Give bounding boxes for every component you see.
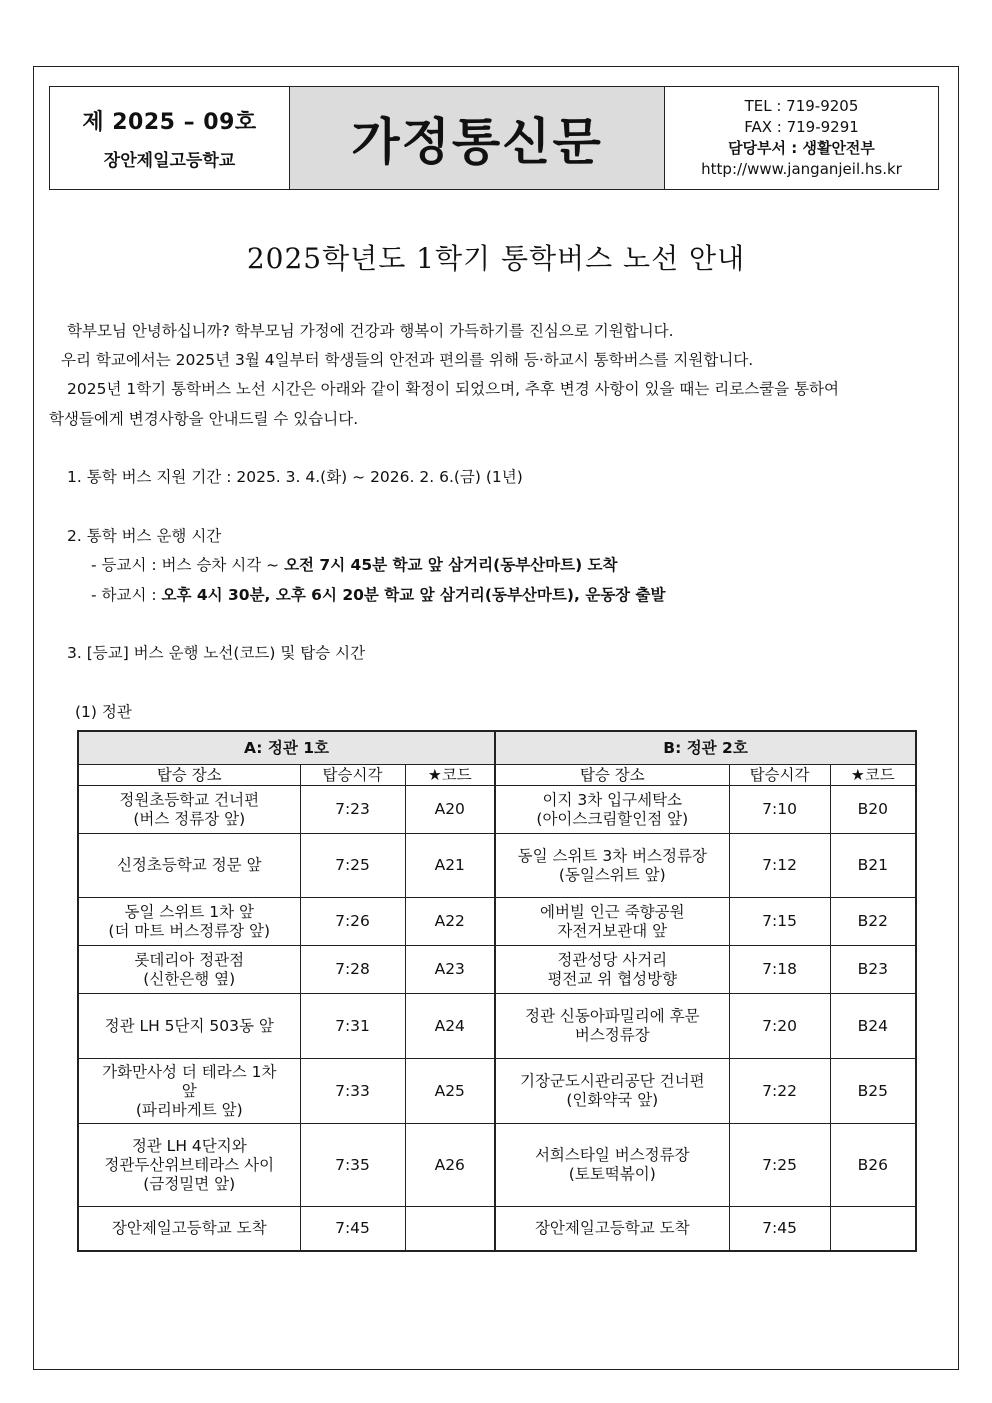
website-url: http://www.janganjeil.hs.kr xyxy=(701,160,902,178)
afternoon-prefix: - 하교시 : xyxy=(91,586,162,604)
table-row xyxy=(78,786,916,834)
a-place-cell: 정관 LH 4단지와 정관두산위브테라스 사이 (금정밀면 앞) xyxy=(78,1124,300,1207)
b-place-cell: 장안제일고등학교 도착 xyxy=(495,1207,729,1251)
masthead-issue-box xyxy=(50,87,290,189)
intro-line-2: 우리 학교에서는 2025년 3월 4일부터 학생들의 안전과 편의를 위해 등·하교시 통학버스를 지원합니다. xyxy=(61,351,754,369)
masthead-title-box xyxy=(290,87,665,189)
a-code-cell: A24 xyxy=(405,994,495,1059)
masthead-contact-box xyxy=(665,87,938,189)
tel: TEL : 719-9205 xyxy=(744,97,859,115)
a-code-cell: A21 xyxy=(405,834,495,898)
b-code-cell: B25 xyxy=(830,1059,916,1124)
a-place-cell: 정관 LH 5단지 503동 앞 xyxy=(78,994,300,1059)
section-2-morning xyxy=(91,553,618,575)
issue-number: 제 2025 – 09호 xyxy=(82,110,257,135)
b-time-cell: 7:18 xyxy=(729,946,830,994)
newsletter-title: 가정통신문 xyxy=(351,113,603,171)
b-time-cell: 7:20 xyxy=(729,994,830,1059)
b-place-cell: 동일 스위트 3차 버스정류장 (동일스위트 앞) xyxy=(495,834,729,898)
b-place-cell: 정관성당 사거리 평전교 위 협성방향 xyxy=(495,946,729,994)
a-code-cell: A26 xyxy=(405,1124,495,1207)
b-code-cell: B23 xyxy=(830,946,916,994)
intro-line-4: 학생들에게 변경사항을 안내드릴 수 있습니다. xyxy=(49,410,359,428)
b-code-cell: B24 xyxy=(830,994,916,1059)
intro-line-3: 2025년 1학기 통학버스 노선 시간은 아래와 같이 확정이 되었으며, 추후 변경 사항이 있을 때는 리로스쿨을 통하여 xyxy=(67,380,839,398)
b-time-cell: 7:12 xyxy=(729,834,830,898)
b-time-cell: 7:22 xyxy=(729,1059,830,1124)
table-row xyxy=(78,898,916,946)
section-2-afternoon xyxy=(91,583,666,605)
table-row xyxy=(78,1124,916,1207)
b-code-cell: B20 xyxy=(830,786,916,834)
a-place-cell: 장안제일고등학교 도착 xyxy=(78,1207,300,1251)
a-code-cell: A22 xyxy=(405,898,495,946)
a-code-cell: A25 xyxy=(405,1059,495,1124)
morning-prefix: - 등교시 : 버스 승차 시각 ~ xyxy=(91,556,285,574)
a-code-cell xyxy=(405,1207,495,1251)
a-place-cell: 정원초등학교 건너편 (버스 정류장 앞) xyxy=(78,786,300,834)
table-row xyxy=(78,834,916,898)
a-place-cell: 동일 스위트 1차 앞 (더 마트 버스정류장 앞) xyxy=(78,898,300,946)
b-code-cell: B21 xyxy=(830,834,916,898)
afternoon-detail: 오후 4시 30분, 오후 6시 20분 학교 앞 삼거리(동부산마트), 운동장 출발 xyxy=(161,586,666,604)
b-place-cell: 정관 신동아파밀리에 후문 버스정류장 xyxy=(495,994,729,1059)
a-time-cell: 7:31 xyxy=(300,994,405,1059)
school-name: 장안제일고등학교 xyxy=(103,151,236,171)
b-place-cell: 서희스타일 버스정류장 (토토떡볶이) xyxy=(495,1124,729,1207)
a-col-code: ★코드 xyxy=(405,765,495,786)
b-code-cell: B22 xyxy=(830,898,916,946)
section-1-period: 1. 통학 버스 지원 기간 : 2025. 3. 4.(화) ~ 2026. 2. 6.(금) (1년) xyxy=(67,468,523,486)
a-code-cell: A23 xyxy=(405,946,495,994)
a-time-cell: 7:45 xyxy=(300,1207,405,1251)
morning-detail: 오전 7시 45분 학교 앞 삼거리(동부산마트) 도착 xyxy=(284,556,618,574)
table-row xyxy=(78,1207,916,1251)
section-2-heading: 2. 통학 버스 운행 시간 xyxy=(67,527,222,545)
b-code-cell: B26 xyxy=(830,1124,916,1207)
a-time-cell: 7:33 xyxy=(300,1059,405,1124)
column-header-row xyxy=(78,765,916,786)
document-title: 2025학년도 1학기 통학버스 노선 안내 xyxy=(246,242,746,275)
section-3-sub-jeonggwan: (1) 정관 xyxy=(75,703,132,721)
b-code-cell xyxy=(830,1207,916,1251)
a-code-cell: A20 xyxy=(405,786,495,834)
fax: FAX : 719-9291 xyxy=(744,118,859,136)
a-place-cell: 가화만사성 더 테라스 1차 앞 (파리바게트 앞) xyxy=(78,1059,300,1124)
intro-line-1: 학부모님 안녕하십니까? 학부모님 가정에 건강과 행복이 가득하기를 진심으로 기원합니다. xyxy=(67,322,674,340)
table-row xyxy=(78,946,916,994)
group-b-header: B: 정관 2호 xyxy=(495,731,916,765)
a-time-cell: 7:28 xyxy=(300,946,405,994)
a-time-cell: 7:25 xyxy=(300,834,405,898)
department: 담당부서 : 생활안전부 xyxy=(728,139,875,157)
b-time-cell: 7:10 xyxy=(729,786,830,834)
b-col-code: ★코드 xyxy=(830,765,916,786)
bus-route-rows xyxy=(78,786,916,1251)
b-place-cell: 이지 3차 입구세탁소 (아이스크림할인점 앞) xyxy=(495,786,729,834)
b-place-cell: 에버빌 인근 죽향공원 자전거보관대 앞 xyxy=(495,898,729,946)
a-time-cell: 7:35 xyxy=(300,1124,405,1207)
b-col-time: 탑승시각 xyxy=(729,765,830,786)
table-row xyxy=(78,994,916,1059)
b-time-cell: 7:15 xyxy=(729,898,830,946)
a-place-cell: 롯데리아 정관점 (신한은행 옆) xyxy=(78,946,300,994)
section-3-heading: 3. [등교] 버스 운행 노선(코드) 및 탑승 시간 xyxy=(67,644,366,662)
group-header-row xyxy=(78,731,916,765)
group-a-header: A: 정관 1호 xyxy=(78,731,495,765)
table-row xyxy=(78,1059,916,1124)
masthead xyxy=(49,86,939,190)
b-col-place: 탑승 장소 xyxy=(495,765,729,786)
a-col-time: 탑승시각 xyxy=(300,765,405,786)
a-place-cell: 신정초등학교 정문 앞 xyxy=(78,834,300,898)
b-place-cell: 기장군도시관리공단 건너편 (인화약국 앞) xyxy=(495,1059,729,1124)
a-col-place: 탑승 장소 xyxy=(78,765,300,786)
b-time-cell: 7:25 xyxy=(729,1124,830,1207)
a-time-cell: 7:26 xyxy=(300,898,405,946)
bus-route-table xyxy=(77,730,917,1252)
b-time-cell: 7:45 xyxy=(729,1207,830,1251)
a-time-cell: 7:23 xyxy=(300,786,405,834)
